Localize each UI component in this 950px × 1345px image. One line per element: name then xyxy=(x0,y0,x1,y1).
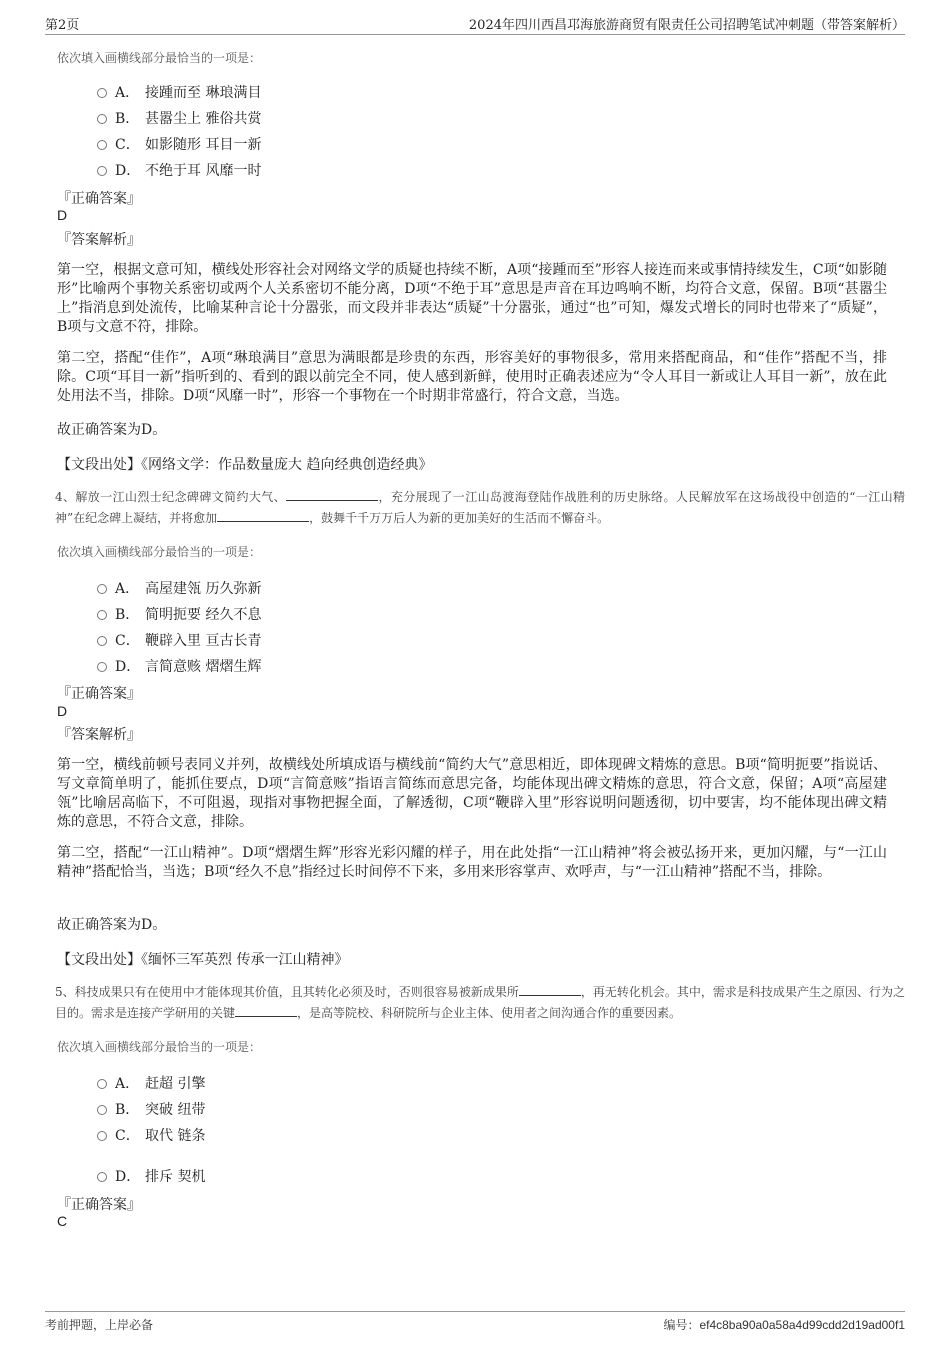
q5-answer-label: 『正确答案』 xyxy=(57,1197,141,1213)
q4-option-a[interactable]: A． 高屋建瓴 历久弥新 xyxy=(97,578,261,598)
page-number: 第2页 xyxy=(45,18,80,33)
blank-line xyxy=(286,487,378,501)
radio-icon[interactable] xyxy=(97,166,107,176)
q4-analysis-label: 『答案解析』 xyxy=(57,727,141,743)
q3-analysis-paragraph: 第一空，根据文意可知，横线处形容社会对网络文学的质疑也持续不断，A项“接踵而至”形容人接连而来或事情持续发生，C项“如影随形”比喻两个事物关系密切或两个人关系密切不能分离，D项“不绝于耳”意思是声音在耳边鸣响不断，均符合文意，保留。B项“甚嚣尘上”指消息到处流传，比喻某种言论十分嚣张，而文段并非表达“质疑”十分嚣张，通过“也”可知，爆发式增长的同时也带来了“质疑”，B项与文意不符，排除。 xyxy=(57,262,887,335)
q5-option-c[interactable]: C． 取代 链条 xyxy=(97,1125,205,1145)
q4-answer: D xyxy=(57,703,68,719)
radio-icon[interactable] xyxy=(97,1172,107,1182)
blank-line xyxy=(217,508,309,522)
document-code: 编号：ef4c8ba90a0a58a4d99cdd2d19ad00f1 xyxy=(663,1318,905,1332)
radio-icon[interactable] xyxy=(97,1079,107,1089)
q3-answer-label: 『正确答案』 xyxy=(57,191,141,207)
q4-prompt: 依次填入画横线部分最恰当的一项是： xyxy=(57,545,262,559)
q3-analysis-paragraph: 第二空，搭配“佳作”，A项“琳琅满目”意思为满眼都是珍贵的东西，形容美好的事物很多，常用来搭配商品，和“佳作”搭配不当，排除。C项“耳目一新”指听到的、看到的跟以前完全不同，使人感到新鲜，使用时正确表述应为“令人耳目一新或让人耳目一新”，放在此处用法不当，排除。D项“风靡一时”，形容一个事物在一个时期非常盛行，符合文意，当选。 xyxy=(57,350,887,404)
q4-option-c[interactable]: C． 鞭辟入里 亘古长青 xyxy=(97,630,261,650)
radio-icon[interactable] xyxy=(97,610,107,620)
radio-icon[interactable] xyxy=(97,1131,107,1141)
radio-icon[interactable] xyxy=(97,114,107,124)
q4-option-b[interactable]: B． 简明扼要 经久不息 xyxy=(97,604,261,624)
q3-option-a[interactable]: A． 接踵而至 琳琅满目 xyxy=(97,82,261,102)
blank-line xyxy=(519,982,581,996)
q4-answer-label: 『正确答案』 xyxy=(57,686,141,702)
page-header xyxy=(45,12,905,35)
q3-option-d[interactable]: D． 不绝于耳 风靡一时 xyxy=(97,160,261,180)
q3-option-b[interactable]: B． 甚嚣尘上 雅俗共赏 xyxy=(97,108,261,128)
radio-icon[interactable] xyxy=(97,662,107,672)
q5-option-d[interactable]: D． 排斥 契机 xyxy=(97,1166,205,1186)
q3-conclusion: 故正确答案为D。 xyxy=(57,422,167,438)
q5-answer: C xyxy=(57,1213,68,1229)
q4-source: 【文段出处】《缅怀三军英烈 传承一江山精神》 xyxy=(57,952,349,968)
q4-analysis-paragraph: 第一空，横线前顿号表同义并列，故横线处所填成语与横线前“简约大气”意思相近，即体现碑文精炼的意思。B项“简明扼要”指说话、写文章简单明了，能抓住要点，D项“言简意赅”指语言简练而意思完备，均能体现出碑文精炼的意思，符合文意，保留；A项“高屋建瓴”比喻居高临下，不可阻遏，现指对事物把握全面，了解透彻，C项“鞭辟入里”形容说明问题透彻，切中要害，均不能体现出碑文精炼的意思，不符合文意，排除。 xyxy=(57,757,887,830)
q3-prompt: 依次填入画横线部分最恰当的一项是： xyxy=(57,51,262,65)
q5-prompt: 依次填入画横线部分最恰当的一项是： xyxy=(57,1040,262,1054)
blank-line xyxy=(235,1003,297,1017)
q4-option-d[interactable]: D． 言简意赅 熠熠生辉 xyxy=(97,656,261,676)
radio-icon[interactable] xyxy=(97,1105,107,1115)
radio-icon[interactable] xyxy=(97,636,107,646)
radio-icon[interactable] xyxy=(97,584,107,594)
q3-analysis-label: 『答案解析』 xyxy=(57,232,141,248)
q4-conclusion: 故正确答案为D。 xyxy=(57,917,167,933)
document-title: 2024年四川西昌邛海旅游商贸有限责任公司招聘笔试冲刺题（带答案解析） xyxy=(468,18,905,33)
radio-icon[interactable] xyxy=(97,140,107,150)
q4-analysis-paragraph: 第二空，搭配“一江山精神”。D项“熠熠生辉”形容光彩闪耀的样子，用在此处指“一江山精神”将会被弘扬开来，更加闪耀，与“一江山精神”搭配恰当，当选；B项“经久不息”指经过长时间停不下来，多用来形容掌声、欢呼声，与“一江山精神”搭配不当，排除。 xyxy=(57,845,887,880)
page-footer xyxy=(45,1311,905,1332)
footer-slogan: 考前押题，上岸必备 xyxy=(45,1318,154,1332)
q5-question-text: 5、科技成果只有在使用中才能体现其价值，且其转化必须及时，否则很容易被新成果所 ，再无转化机会。其中，需求是科技成果产生之原因、行为之目的。需求是连接产学研用的关键 ，是高等院校、科研院所与企业主体、使用者之间沟通合作的重要因素。 xyxy=(55,982,905,1024)
q4-question-text: 4、解放一江山烈士纪念碑碑文简约大气、 ，充分展现了一江山岛渡海登陆作战胜利的历史脉络。人民解放军在这场战役中创造的“一江山精神”在纪念碑上凝结，并将愈加 ，鼓舞千千万万后人为新的更加美好的生活而不懈奋斗。 xyxy=(55,487,905,529)
q3-answer: D xyxy=(57,207,68,223)
q5-option-a[interactable]: A． 赶超 引擎 xyxy=(97,1073,205,1093)
q5-option-b[interactable]: B． 突破 纽带 xyxy=(97,1099,205,1119)
q3-source: 【文段出处】《网络文学：作品数量庞大 趋向经典创造经典》 xyxy=(57,457,433,473)
q3-option-c[interactable]: C． 如影随形 耳目一新 xyxy=(97,134,261,154)
radio-icon[interactable] xyxy=(97,88,107,98)
